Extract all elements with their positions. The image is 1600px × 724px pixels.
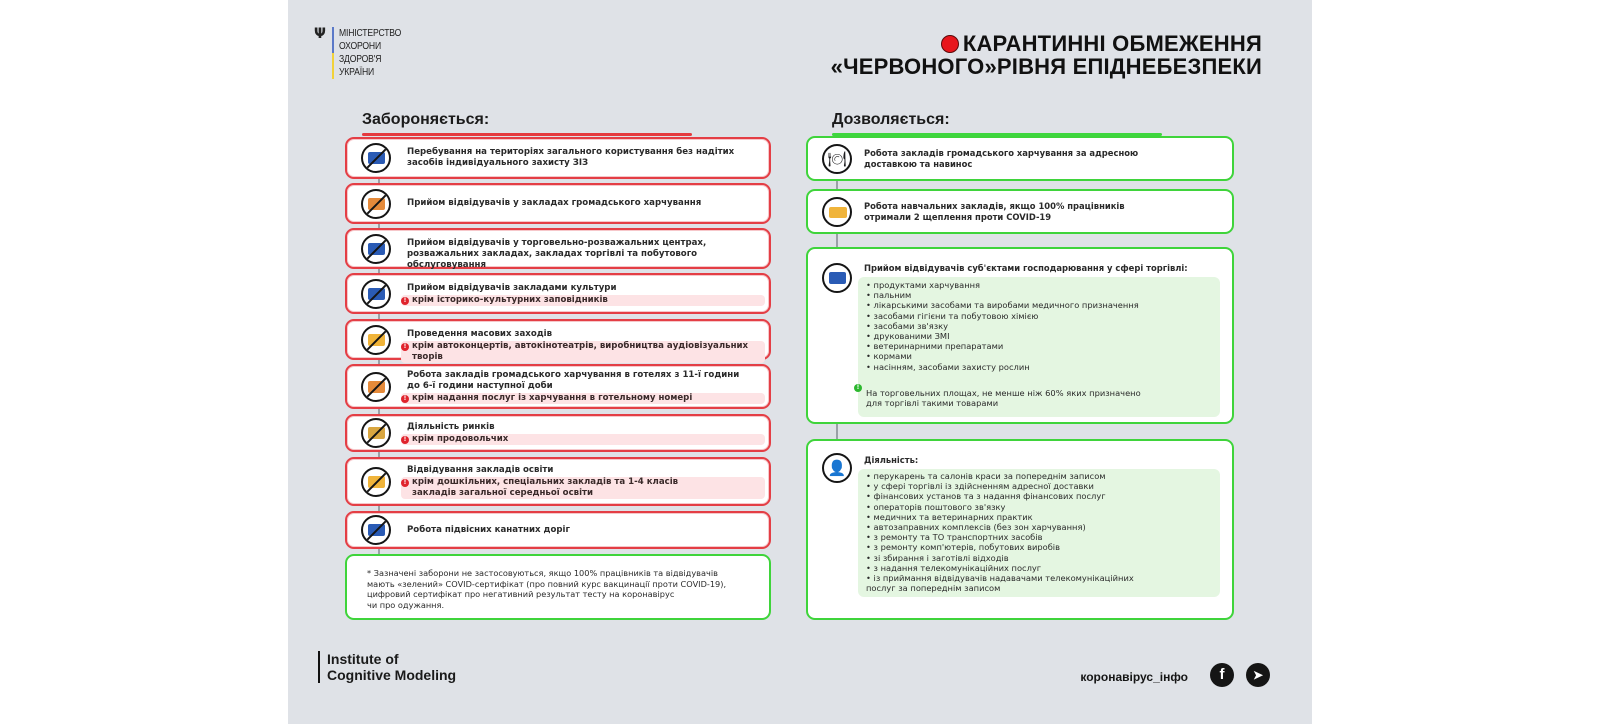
telegram-icon[interactable]: ➤: [1246, 663, 1270, 687]
allowed-item: [806, 136, 1234, 181]
list-item: • пальним: [866, 290, 1139, 300]
list-item: • кормами: [866, 351, 1139, 361]
prohibited-item-text: Проведення масових заходів ! крім автоконцертів, автокінотеатрів, виробництва аудіовізуальних творів: [407, 329, 765, 363]
exclamation-icon: !: [401, 479, 409, 487]
allowed-heading: Дозволяється:: [832, 111, 950, 129]
trident-icon: Ψ: [314, 26, 326, 42]
exemption-footnote: * Зазначені заборони не застосовуються, якщо 100% працівників та відвідувачів мають «зелений» COVID-сертифікат (про повний курс вакцинації проти COVID-19), цифровий сертифікат про негативний результат тесту на коронавірус чи про одужання.: [345, 554, 771, 620]
institute-logo: Institute of Cognitive Modeling: [318, 651, 456, 683]
list-item: • продуктами харчування: [866, 280, 1139, 290]
prohibited-item: [345, 273, 771, 314]
prohibited-item: [345, 364, 771, 409]
no-hotel-dining-icon: [361, 372, 391, 402]
no-cable-cars-icon: [361, 515, 391, 545]
prohibited-item-text: Робота підвісних канатних доріг: [407, 525, 570, 535]
exclamation-icon: !: [401, 436, 409, 444]
list-item: • із приймання відвідувачів надавачами телекомунікаційних послуг за попереднім записом: [866, 573, 1156, 593]
prohibited-item: [345, 319, 771, 360]
list-item: • фінансових установ та з надання фінансових послуг: [866, 491, 1156, 501]
exception-note: ! крім продовольчих: [401, 434, 765, 445]
list-item: • насінням, засобами захисту рослин: [866, 362, 1139, 372]
restaurant-delivery-icon: 🍽: [822, 144, 852, 174]
allowed-item: [806, 189, 1234, 234]
poster: [288, 0, 1312, 724]
ministry-logo: [314, 27, 415, 79]
store-icon: [822, 263, 852, 293]
list-item: • друкованими ЗМІ: [866, 331, 1139, 341]
page-title: КАРАНТИННІ ОБМЕЖЕННЯ «ЧЕРВОНОГО»РІВНЯ ЕПІДНЕБЕЗПЕКИ: [830, 31, 1262, 79]
exception-note: ! крім надання послуг із харчування в готельному номері: [401, 393, 765, 404]
exclamation-icon: !: [401, 343, 409, 351]
no-restaurants-icon: [361, 189, 391, 219]
exception-note: ! крім історико-культурних заповідників: [401, 295, 765, 306]
activity-card: [806, 439, 1234, 620]
coronavirus-info-handle[interactable]: коронавірус_інфо: [1080, 670, 1188, 684]
exclamation-icon: !: [401, 297, 409, 305]
facebook-icon[interactable]: f: [1210, 663, 1234, 687]
trade-card: [806, 247, 1234, 424]
prohibited-item-text: Прийом відвідувачів закладами культури ! крім історико-культурних заповідників: [407, 283, 765, 306]
prohibited-item-text: Прийом відвідувачів у закладах громадського харчування: [407, 198, 702, 208]
prohibited-item-text: Відвідування закладів освіти ! крім дошкільних, спеціальних закладів та 1-4 класів закладів загальної середньої освіти: [407, 465, 765, 499]
no-mass-events-icon: [361, 325, 391, 355]
prohibited-item-text: Робота закладів громадського харчування в готелях з 11-ї години до 6-ї години наступної доби ! крім надання послуг із харчування в готельному номері: [407, 370, 765, 404]
list-item: • з ремонту та ТО транспортних засобів: [866, 532, 1156, 542]
list-item: • операторів поштового зв'язку: [866, 502, 1156, 512]
prohibited-item-text: Перебування на територіях загального користування без надітих засобів індивідуального захисту ЗІЗ: [407, 147, 735, 168]
flag-bar: [332, 27, 334, 79]
prohibited-item: [345, 228, 771, 269]
trade-note: На торговельних площах, не менше ніж 60% яких призначено для торгівлі такими товарами: [866, 388, 1141, 409]
list-item: • з надання телекомунікаційних послуг: [866, 563, 1156, 573]
prohibited-item: [345, 137, 771, 179]
education-icon: [822, 197, 852, 227]
list-item: • автозаправних комплексів (без зон харчування): [866, 522, 1156, 532]
list-item: • ветеринарними препаратами: [866, 341, 1139, 351]
list-item: • медичних та ветеринарних практик: [866, 512, 1156, 522]
list-item: • засобами зв'язку: [866, 321, 1139, 331]
prohibited-heading: Забороняється:: [362, 111, 489, 129]
allowed-item-text: Робота навчальних закладів, якщо 100% працівників отримали 2 щеплення проти COVID-19: [864, 201, 1125, 222]
no-culture-icon: [361, 279, 391, 309]
prohibited-item-text: Прийом відвідувачів у торговельно-розважальних центрах, розважальних закладах, закладах торгівлі та побутового обслуговування: [407, 238, 707, 270]
trade-list: [866, 280, 1139, 372]
exclamation-icon: !: [401, 395, 409, 403]
list-item: • у сфері торгівлі із здійсненням адресної доставки: [866, 481, 1156, 491]
ministry-name: МІНІСТЕРСТВО ОХОРОНИ ЗДОРОВ'Я УКРАЇНИ: [339, 27, 402, 78]
info-icon: !: [854, 384, 862, 392]
trade-heading: Прийом відвідувачів суб'єктами господарювання у сфері торгівлі:: [864, 263, 1188, 273]
list-item: • з ремонту комп'ютерів, побутових виробів: [866, 542, 1156, 552]
list-item: • перукарень та салонів краси за попереднім записом: [866, 471, 1156, 481]
activity-heading: Діяльність:: [864, 455, 919, 465]
prohibited-item: [345, 511, 771, 549]
red-level-dot-icon: [941, 35, 959, 53]
no-shopping-centers-icon: [361, 234, 391, 264]
worker-icon: 👤: [822, 453, 852, 483]
list-item: • засобами гігієни та побутовою хімією: [866, 311, 1139, 321]
prohibited-item: [345, 457, 771, 506]
activity-list: [866, 471, 1156, 593]
prohibited-item: [345, 183, 771, 224]
allowed-item-text: Робота закладів громадського харчування за адресною доставкою та навинос: [864, 148, 1139, 169]
list-item: • лікарськими засобами та виробами медичного призначення: [866, 300, 1139, 310]
prohibited-item: [345, 414, 771, 452]
no-education-icon: [361, 467, 391, 497]
prohibited-item-text: Діяльність ринків ! крім продовольчих: [407, 422, 765, 445]
list-item: • зі збирання і заготівлі відходів: [866, 553, 1156, 563]
no-public-spaces-icon: [361, 143, 391, 173]
exception-note: ! крім автоконцертів, автокінотеатрів, виробництва аудіовізуальних творів: [401, 341, 765, 363]
heading-underline: [362, 133, 692, 136]
exception-note: ! крім дошкільних, спеціальних закладів та 1-4 класів закладів загальної середньої освіти: [401, 477, 765, 499]
no-markets-icon: [361, 418, 391, 448]
